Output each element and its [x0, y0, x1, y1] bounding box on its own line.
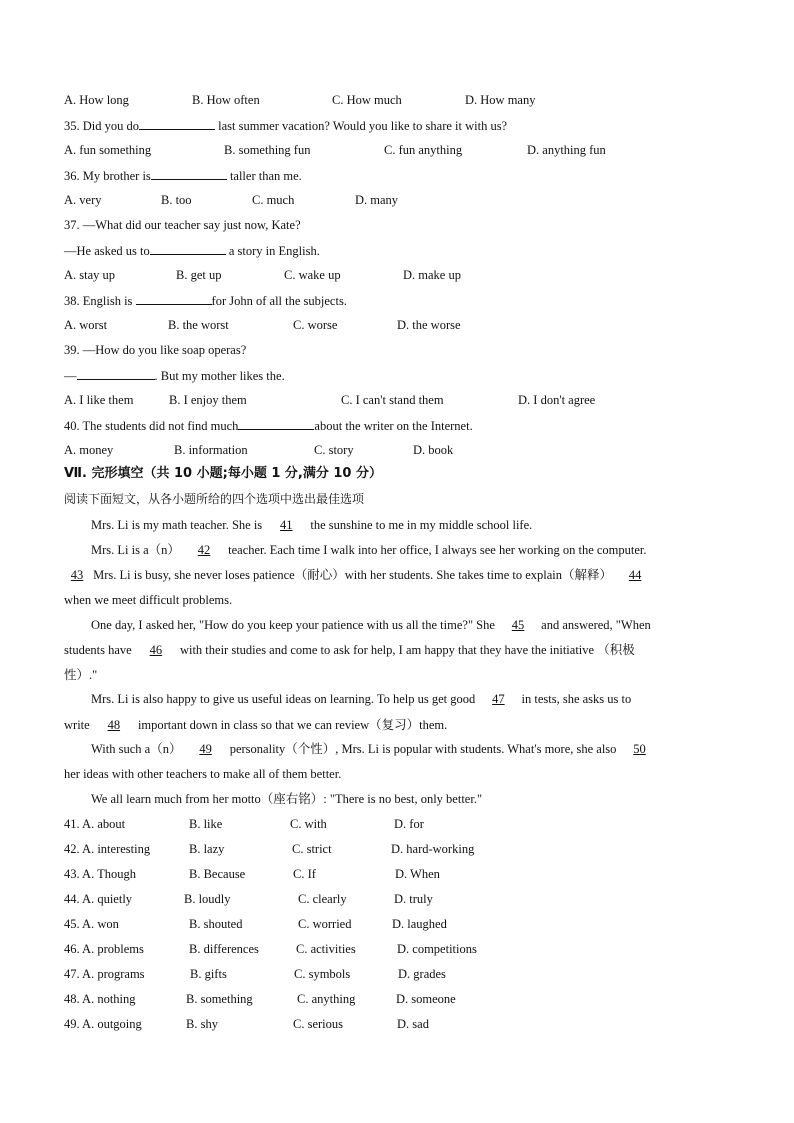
passage-text: teacher. Each time I walk into her office, I always see her working on the computer.	[228, 543, 647, 557]
q40-option-c: C. story	[314, 443, 354, 457]
blank-41: 41	[280, 518, 293, 532]
q48-option-d: D. someone	[396, 992, 456, 1006]
q46-option-d: D. competitions	[397, 942, 477, 956]
q37-option-b: B. get up	[176, 268, 222, 282]
q49-option-a: 49. A. outgoing	[64, 1017, 142, 1031]
q36-text-after: taller than me.	[229, 169, 302, 183]
q45-option-c: C. worried	[298, 917, 352, 931]
passage-text: personality（个性）, Mrs. Li is popular with students. What's more, she also	[229, 742, 617, 756]
passage-line-6	[64, 642, 635, 658]
q37-blank	[150, 242, 226, 255]
q36-option-c: C. much	[252, 193, 295, 207]
q40-option-b: B. information	[174, 443, 248, 457]
passage-text: Mrs. Li is my math teacher. She is	[91, 518, 263, 532]
q37-stem	[64, 242, 320, 259]
q38-stem	[64, 292, 347, 309]
q34-option-d: D. How many	[465, 93, 536, 107]
q39-option-a: A. I like them	[64, 393, 134, 407]
passage-line-2	[91, 542, 647, 558]
blank-46: 46	[149, 643, 163, 657]
q44-option-b: B. loudly	[184, 892, 231, 906]
q40-text-before: 40. The students did not find much	[64, 419, 239, 433]
q37-option-a: A. stay up	[64, 268, 116, 282]
q35-option-b: B. something fun	[224, 143, 311, 157]
q37-option-d: D. make up	[403, 268, 461, 282]
blank-44: 44	[628, 568, 642, 582]
q46-option-a: 46. A. problems	[64, 942, 144, 956]
q46-option-b: B. differences	[189, 942, 259, 956]
q40-option-a: A. money	[64, 443, 114, 457]
q49-option-d: D. sad	[397, 1017, 429, 1031]
passage-line-12: We all learn much from her motto（座右铭）: "There is no best, only better."	[91, 792, 483, 806]
q37-text-before: —He asked us to	[64, 244, 150, 258]
q34-option-b: B. How often	[192, 93, 260, 107]
q47-option-b: B. gifts	[190, 967, 227, 981]
q35-stem	[64, 117, 507, 134]
q41-option-b: B. like	[189, 817, 223, 831]
q34-option-a: A. How long	[64, 93, 129, 107]
q40-stem	[64, 417, 473, 434]
q41-option-c: C. with	[290, 817, 327, 831]
q37-question: 37. —What did our teacher say just now, Kate?	[64, 218, 301, 232]
blank-43: 43	[70, 568, 84, 582]
q45-option-a: 45. A. won	[64, 917, 119, 931]
q44-option-c: C. clearly	[298, 892, 347, 906]
passage-line-8	[91, 691, 631, 707]
q41-option-d: D. for	[394, 817, 424, 831]
q38-option-c: C. worse	[293, 318, 338, 332]
q43-option-a: 43. A. Though	[64, 867, 136, 881]
q38-text-after: for John of all the subjects.	[211, 294, 347, 308]
q35-option-d: D. anything fun	[527, 143, 606, 157]
q36-blank	[151, 167, 227, 180]
q45-option-b: B. shouted	[189, 917, 243, 931]
q35-text-after: last summer vacation? Would you like to share it with us?	[218, 119, 508, 133]
passage-text: the sunshine to me in my middle school life.	[310, 518, 533, 532]
section-instruction: 阅读下面短文，从各小题所给的四个选项中选出最佳选项	[64, 492, 365, 506]
passage-text: write	[64, 718, 90, 732]
passage-line-5	[91, 617, 651, 633]
q35-option-a: A. fun something	[64, 143, 152, 157]
q40-option-d: D. book	[413, 443, 454, 457]
passage-text: in tests, she asks us to	[521, 692, 632, 706]
passage-text: With such a（n）	[91, 742, 182, 756]
passage-text: important down in class so that we can review（复习）them.	[137, 718, 448, 732]
q49-option-c: C. serious	[293, 1017, 343, 1031]
section-heading: Ⅶ. 完形填空（共 10 小题;每小题 1 分,满分 10 分）	[64, 466, 382, 481]
q42-option-c: C. strict	[292, 842, 332, 856]
q39-option-b: B. I enjoy them	[169, 393, 247, 407]
q39-question: 39. —How do you like soap operas?	[64, 343, 247, 357]
q48-option-c: C. anything	[297, 992, 356, 1006]
q48-option-b: B. something	[186, 992, 253, 1006]
passage-line-7: 性）."	[64, 668, 98, 682]
q38-blank	[136, 292, 212, 305]
blank-42: 42	[197, 543, 211, 557]
q42-option-a: 42. A. interesting	[64, 842, 151, 856]
q39-option-c: C. I can't stand them	[341, 393, 444, 407]
q39-text-before: —	[64, 369, 77, 383]
q42-option-d: D. hard-working	[391, 842, 475, 856]
passage-line-1	[91, 517, 532, 533]
blank-45: 45	[511, 618, 525, 632]
passage-text: Mrs. Li is busy, she never loses patience（耐心）with her students. She takes time to explain（解释）	[93, 568, 613, 582]
q44-option-a: 44. A. quietly	[64, 892, 133, 906]
q40-blank	[238, 417, 314, 430]
passage-line-4: when we meet difficult problems.	[64, 593, 233, 607]
blank-47: 47	[492, 692, 505, 706]
passage-text: and answered, "When	[541, 618, 651, 632]
q47-option-a: 47. A. programs	[64, 967, 145, 981]
q41-option-a: 41. A. about	[64, 817, 126, 831]
q39-blank	[77, 367, 155, 380]
passage-line-11: her ideas with other teachers to make all of them better.	[64, 767, 342, 781]
passage-text: Mrs. Li is a（n）	[91, 543, 180, 557]
passage-text: students have	[64, 643, 132, 657]
q43-option-d: D. When	[395, 867, 440, 881]
q38-option-a: A. worst	[64, 318, 108, 332]
q45-option-d: D. laughed	[392, 917, 447, 931]
q40-text-after: about the writer on the Internet.	[314, 419, 473, 433]
passage-text: One day, I asked her, "How do you keep your patience with us all the time?" She	[91, 618, 495, 632]
q47-option-d: D. grades	[398, 967, 446, 981]
blank-49: 49	[199, 742, 212, 756]
passage-line-3	[64, 567, 655, 583]
q36-stem	[64, 167, 302, 184]
q39-option-d: D. I don't agree	[518, 393, 596, 407]
q48-option-a: 48. A. nothing	[64, 992, 136, 1006]
passage-text: with their studies and come to ask for help, I am happy that they have the initiative （积极	[179, 643, 635, 657]
passage-line-10	[91, 741, 660, 757]
q46-option-c: C. activities	[296, 942, 356, 956]
q35-blank	[139, 117, 215, 130]
q36-text-before: 36. My brother is	[64, 169, 151, 183]
q43-option-b: B. Because	[189, 867, 246, 881]
q42-option-b: B. lazy	[189, 842, 225, 856]
blank-50: 50	[633, 742, 646, 756]
q35-option-c: C. fun anything	[384, 143, 463, 157]
q36-option-a: A. very	[64, 193, 102, 207]
passage-text: Mrs. Li is also happy to give us useful ideas on learning. To help us get good	[91, 692, 476, 706]
q37-option-c: C. wake up	[284, 268, 341, 282]
q37-text-after: a story in English.	[228, 244, 320, 258]
q44-option-d: D. truly	[394, 892, 433, 906]
q34-option-c: C. How much	[332, 93, 402, 107]
q36-option-b: B. too	[161, 193, 192, 207]
q36-option-d: D. many	[355, 193, 399, 207]
blank-48: 48	[107, 718, 121, 732]
q39-stem	[64, 367, 285, 384]
q43-option-c: C. If	[293, 867, 316, 881]
q49-option-b: B. shy	[186, 1017, 218, 1031]
passage-line-9	[64, 717, 447, 733]
q38-option-d: D. the worse	[397, 318, 461, 332]
q38-text-before: 38. English is	[64, 294, 133, 308]
q35-text-before: 35. Did you do	[64, 119, 139, 133]
q38-option-b: B. the worst	[168, 318, 229, 332]
q39-text-after: . But my mother likes the.	[154, 369, 285, 383]
q47-option-c: C. symbols	[294, 967, 351, 981]
